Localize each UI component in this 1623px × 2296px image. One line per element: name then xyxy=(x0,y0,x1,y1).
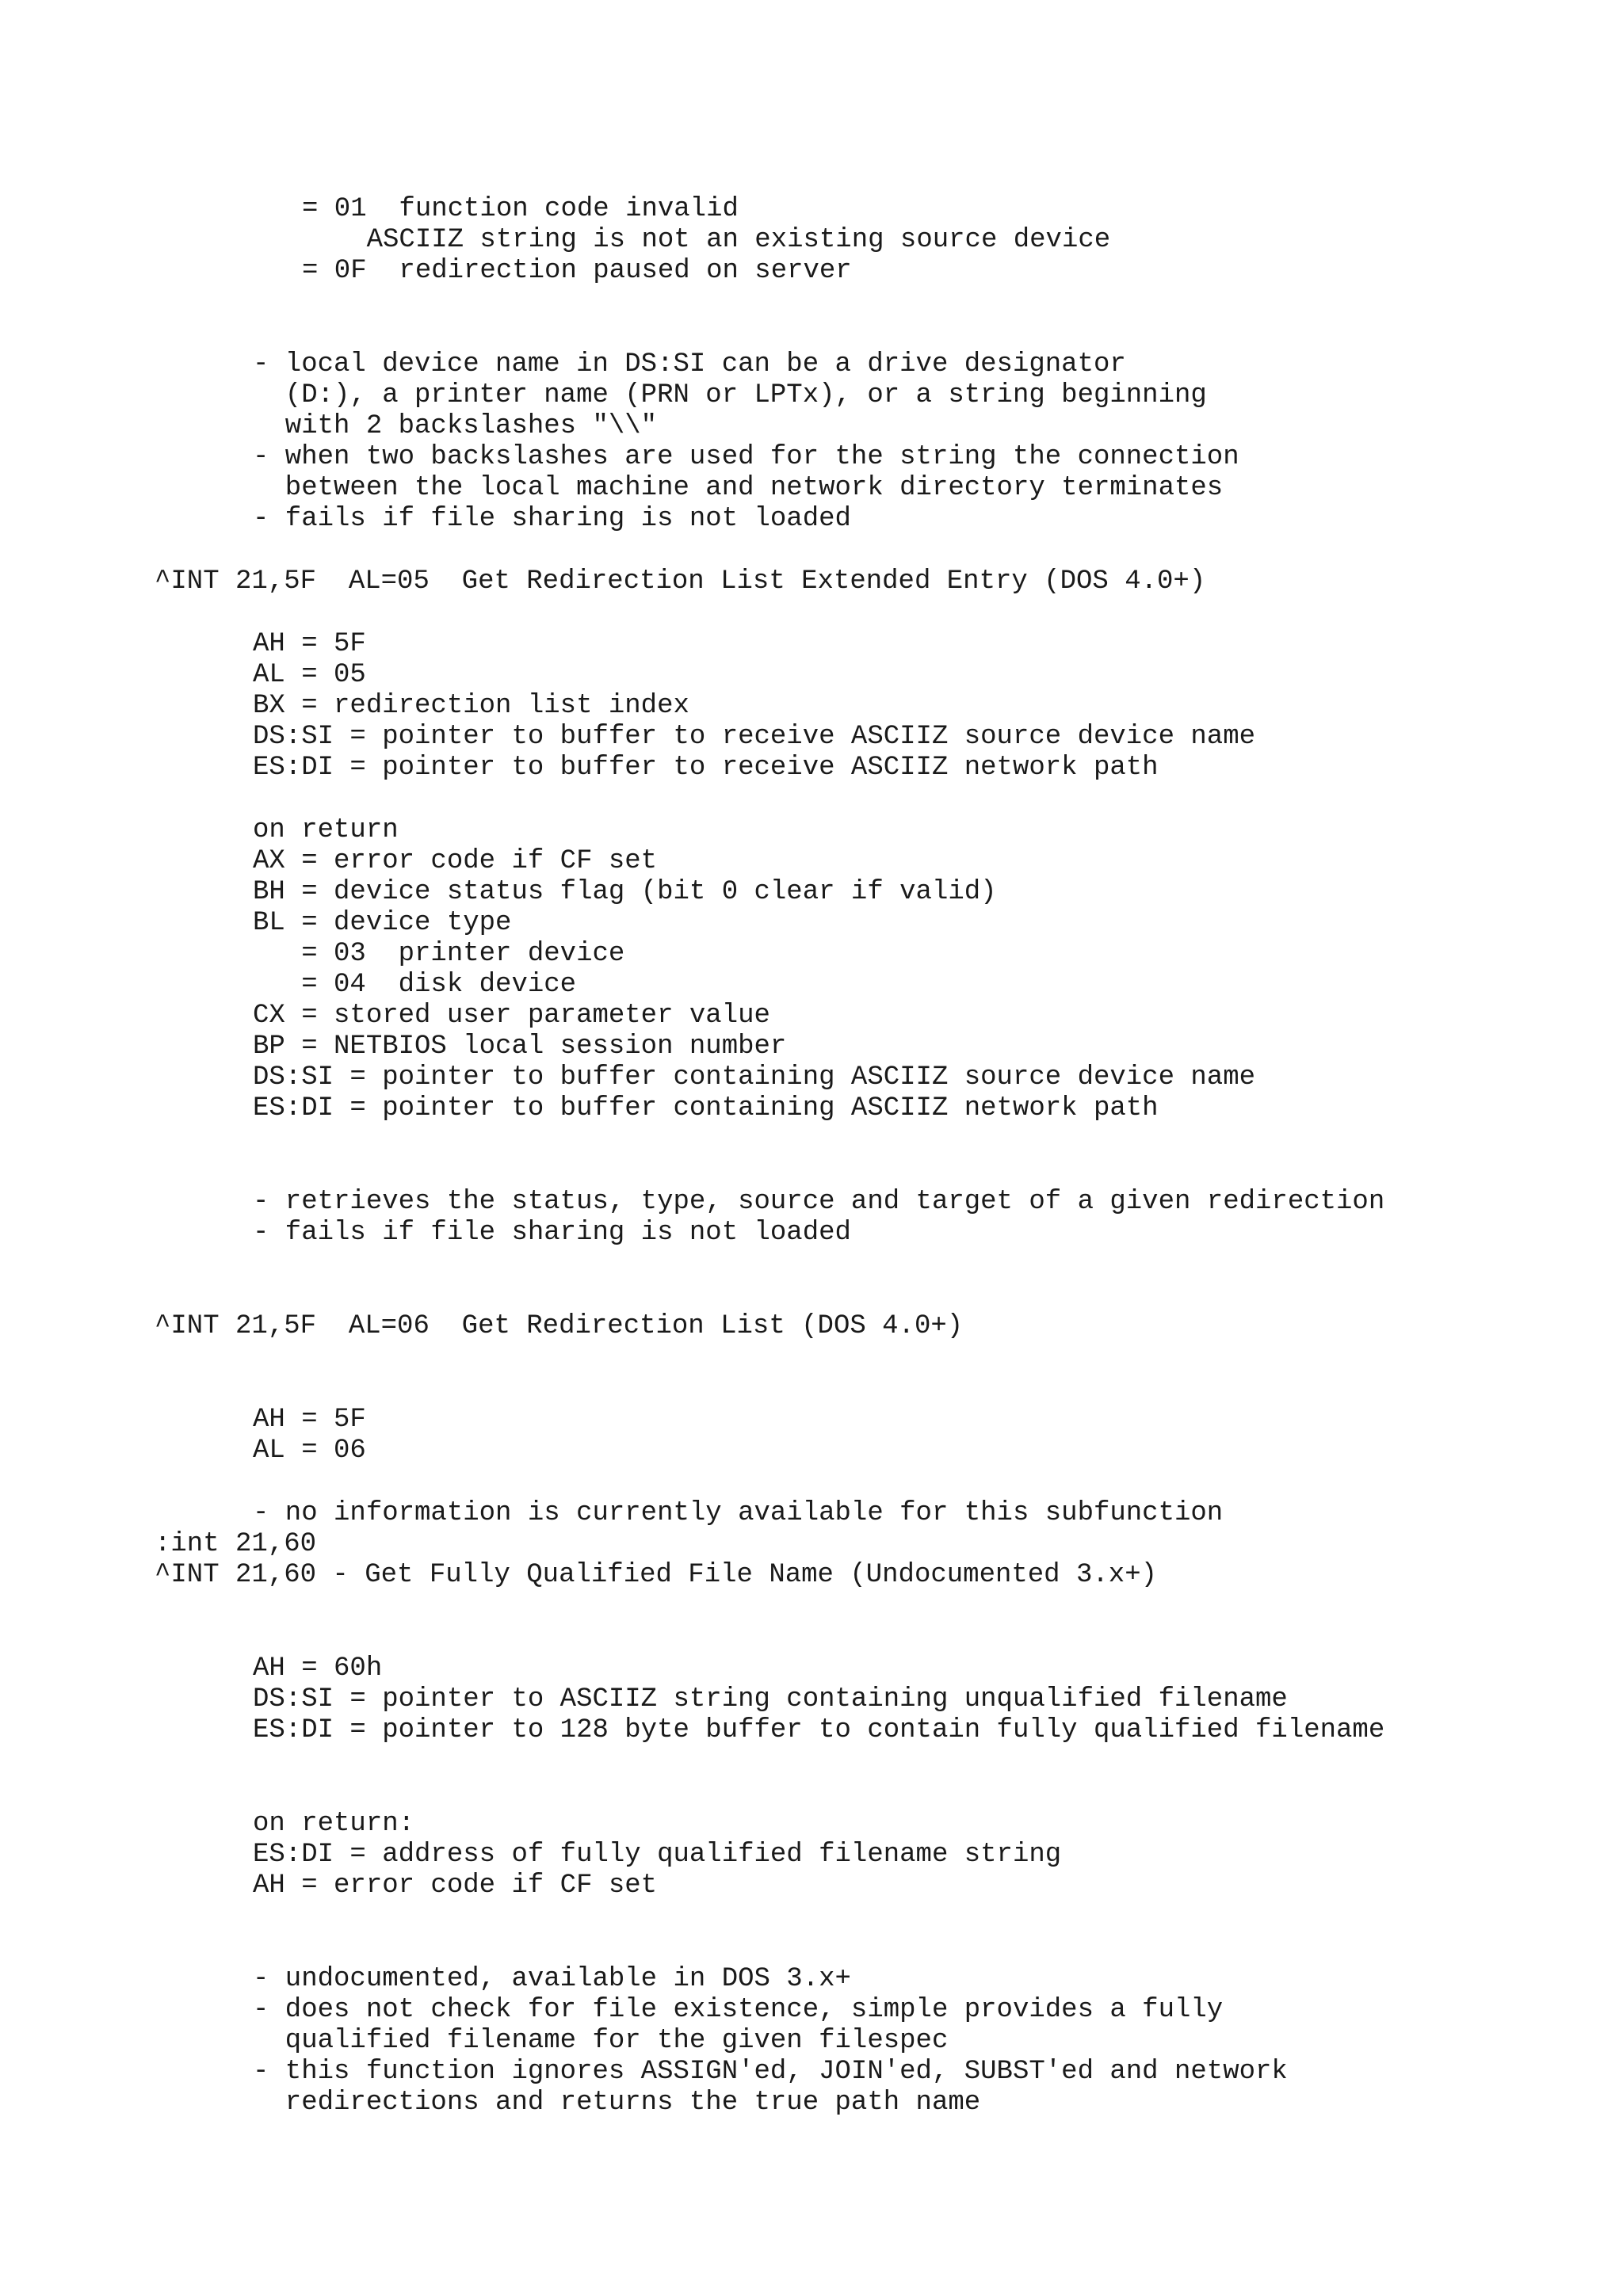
text-line: ES:DI = pointer to 128 byte buffer to contain fully qualified filename xyxy=(253,1715,1385,1745)
text-line: CX = stored user parameter value xyxy=(253,1001,770,1031)
text-line: ASCIIZ string is not an existing source device xyxy=(302,225,1111,255)
text-line: = 0F redirection paused on server xyxy=(302,256,852,286)
text-line: = 03 printer device xyxy=(253,939,625,969)
text-line: DS:SI = pointer to buffer to receive ASCIIZ source device name xyxy=(253,722,1256,752)
section-heading: ^INT 21,5F AL=06 Get Redirection List (DOS 4.0+) xyxy=(155,1311,964,1341)
text-line: (D:), a printer name (PRN or LPTx), or a string beginning xyxy=(253,380,1207,410)
text-line: redirections and returns the true path name xyxy=(253,2088,981,2118)
text-line: qualified filename for the given filespec xyxy=(253,2026,949,2056)
text-line: AL = 05 xyxy=(253,660,366,690)
text-line: ES:DI = address of fully qualified filename string xyxy=(253,1840,1062,1870)
text-line: - fails if file sharing is not loaded xyxy=(253,504,851,534)
text-line: BX = redirection list index xyxy=(253,691,689,721)
text-line: DS:SI = pointer to ASCIIZ string containing unqualified filename xyxy=(253,1684,1288,1714)
text-line: = 01 function code invalid xyxy=(302,194,739,224)
text-line: - local device name in DS:SI can be a drive designator xyxy=(253,349,1126,379)
section-heading: ^INT 21,60 - Get Fully Qualified File Name (Undocumented 3.x+) xyxy=(155,1560,1158,1590)
text-line: with 2 backslashes "\\" xyxy=(253,411,658,441)
text-line: AH = 5F xyxy=(253,1405,366,1435)
text-line: AH = 60h xyxy=(253,1653,383,1684)
text-line: AH = error code if CF set xyxy=(253,1871,658,1901)
text-line: BP = NETBIOS local session number xyxy=(253,1032,787,1062)
text-line: AX = error code if CF set xyxy=(253,846,658,876)
text-line: on return: xyxy=(253,1809,415,1839)
text-line: - fails if file sharing is not loaded xyxy=(253,1218,851,1248)
text-line: - this function ignores ASSIGN'ed, JOIN'ed, SUBST'ed and network xyxy=(253,2057,1288,2087)
text-line: AH = 5F xyxy=(253,629,366,659)
text-line: - retrieves the status, type, source and target of a given redirection xyxy=(253,1187,1385,1217)
text-line: BH = device status flag (bit 0 clear if valid) xyxy=(253,877,997,907)
text-line: ES:DI = pointer to buffer containing ASCIIZ network path xyxy=(253,1093,1159,1123)
topic-marker: :int 21,60 xyxy=(155,1529,317,1559)
text-line: DS:SI = pointer to buffer containing ASCIIZ source device name xyxy=(253,1062,1256,1093)
text-line: - when two backslashes are used for the string the connection xyxy=(253,442,1239,472)
section-heading: ^INT 21,5F AL=05 Get Redirection List Extended Entry (DOS 4.0+) xyxy=(155,566,1206,597)
text-line: - no information is currently available for this subfunction xyxy=(253,1498,1224,1528)
text-line: ES:DI = pointer to buffer to receive ASCIIZ network path xyxy=(253,753,1159,783)
text-line: AL = 06 xyxy=(253,1436,366,1466)
text-line: BL = device type xyxy=(253,908,512,938)
text-line: - undocumented, available in DOS 3.x+ xyxy=(253,1964,851,1994)
text-line: - does not check for file existence, simple provides a fully xyxy=(253,1995,1224,2025)
text-line: on return xyxy=(253,815,399,845)
text-line: = 04 disk device xyxy=(253,970,577,1000)
text-line: between the local machine and network directory terminates xyxy=(253,473,1224,503)
